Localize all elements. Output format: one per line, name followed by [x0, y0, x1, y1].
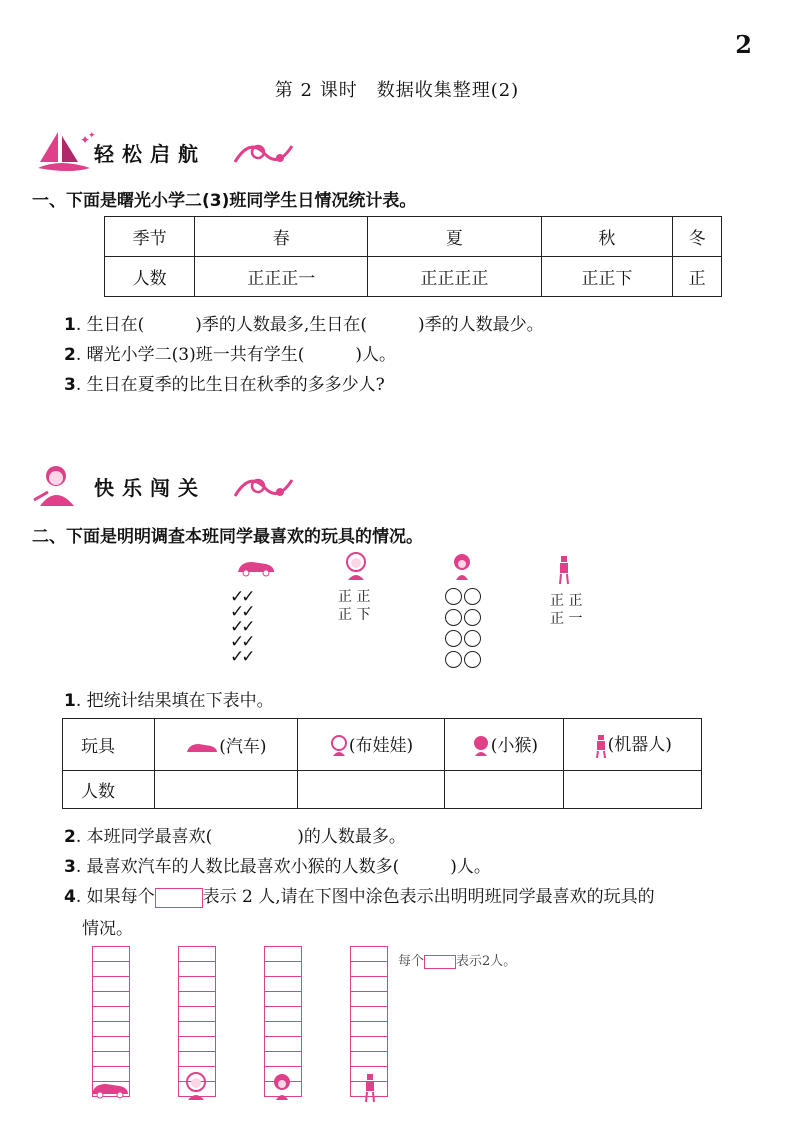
swirl-ornament-icon	[230, 466, 300, 506]
doll-icon	[344, 552, 368, 582]
table-cell: 人数	[105, 257, 195, 297]
question-2-3: 3. 最喜欢汽车的人数比最喜欢小猴的人数多( )人。	[64, 857, 491, 877]
page-number: 2	[735, 30, 752, 59]
table-cell[interactable]	[445, 771, 564, 809]
svg-text:✦: ✦	[88, 131, 96, 141]
swirl-ornament-icon	[230, 132, 300, 172]
robot-icon	[594, 733, 608, 759]
table-header-cell: (汽车)	[155, 719, 298, 771]
section1-heading: 一、下面是曙光小学二(3)班同学生日情况统计表。	[32, 191, 417, 211]
sailboat-icon	[30, 128, 100, 174]
table-header-cell: (布娃娃)	[297, 719, 445, 771]
toy-car-icon	[185, 740, 219, 756]
car-checkmarks: ✓✓ ✓✓ ✓✓ ✓✓ ✓✓	[230, 587, 253, 667]
doll-tally: 正 正 正 下	[338, 589, 371, 623]
question-2-2: 2. 本班同学最喜欢( )的人数最多。	[64, 827, 406, 847]
table-header-cell: 夏	[368, 217, 541, 257]
table-cell[interactable]	[155, 771, 298, 809]
toy-car-icon	[236, 556, 276, 578]
banner-easy-start	[30, 128, 290, 174]
banner-easy-start-title: 轻松启航	[94, 142, 206, 166]
table-cell: 正正正正	[368, 257, 541, 297]
banner-happy-challenge-title: 快乐闯关	[94, 476, 206, 500]
table-header-cell: 春	[195, 217, 368, 257]
table-cell: 人数	[63, 771, 155, 809]
table-header-cell: 冬	[673, 217, 722, 257]
table-header-cell: 玩具	[63, 719, 155, 771]
toy-table	[62, 718, 702, 809]
doll-icon	[184, 1072, 208, 1102]
robot-tally: 正 正 正 一	[550, 593, 583, 627]
table-cell: 正正下	[541, 257, 673, 297]
bar-column-car[interactable]	[92, 946, 130, 1097]
legend-box	[424, 955, 456, 969]
monkey-circles	[444, 588, 484, 672]
monkey-icon	[471, 734, 491, 758]
table-cell: 正正正一	[195, 257, 368, 297]
question-2-1: 1. 把统计结果填在下表中。	[64, 691, 274, 711]
robot-icon	[556, 554, 572, 586]
lesson-title: 第 2 课时 数据收集整理(2)	[274, 80, 520, 101]
table-header-cell: (机器人)	[564, 719, 702, 771]
banner-happy-challenge	[30, 462, 290, 508]
question-1-3: 3. 生日在夏季的比生日在秋季的多多少人?	[64, 375, 385, 395]
svg-text:✦: ✦	[80, 133, 91, 147]
birthday-table	[104, 216, 722, 297]
table-cell[interactable]	[564, 771, 702, 809]
table-header-cell: 秋	[541, 217, 673, 257]
monkey-icon	[450, 552, 474, 582]
question-1-2: 2. 曙光小学二(3)班一共有学生( )人。	[64, 345, 396, 365]
legend: 每个 表示2人。	[398, 954, 517, 969]
question-2-4: 4. 如果每个 表示 2 人,请在下图中涂色表示出明明班同学最喜欢的玩具的	[64, 887, 655, 907]
girl-mascot-icon	[30, 462, 90, 508]
table-cell: 正	[673, 257, 722, 297]
question-1-1: 1. 生日在( )季的人数最多,生日在( )季的人数最少。	[64, 315, 544, 335]
section2-heading: 二、下面是明明调查本班同学最喜欢的玩具的情况。	[32, 527, 423, 547]
monkey-icon	[270, 1072, 294, 1102]
question-2-4-line2: 情况。	[82, 919, 133, 939]
unit-box	[155, 888, 203, 908]
table-cell[interactable]	[297, 771, 445, 809]
robot-icon	[362, 1072, 378, 1104]
table-header-cell: 季节	[105, 217, 195, 257]
table-header-cell: (小猴)	[445, 719, 564, 771]
toy-car-icon	[90, 1078, 130, 1100]
doll-icon	[329, 734, 349, 758]
